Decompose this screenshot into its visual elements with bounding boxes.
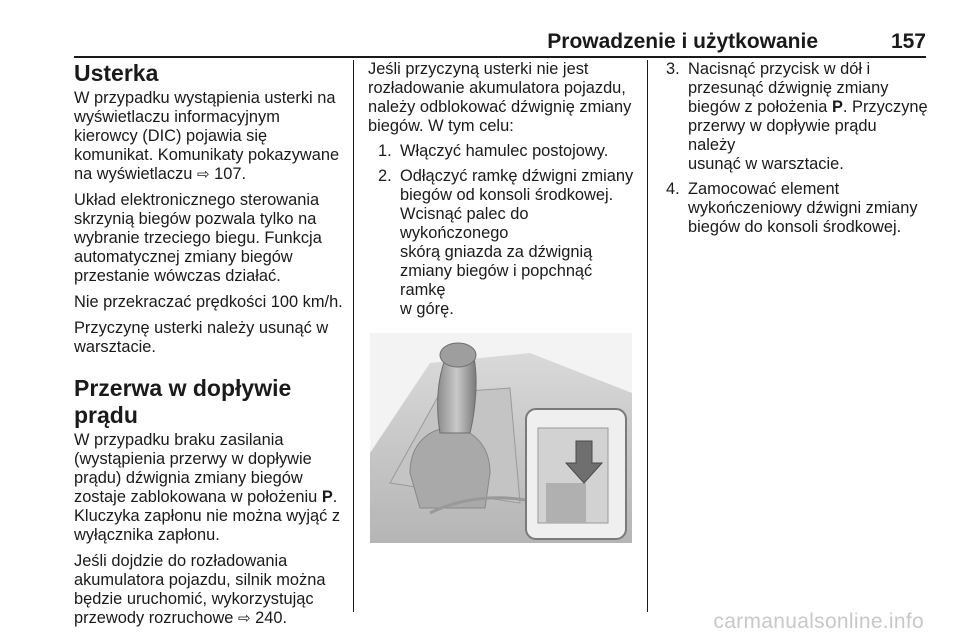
text-line: skórą gniazda za dźwignią bbox=[400, 243, 593, 261]
column-2 bbox=[368, 60, 636, 543]
paragraph-battery bbox=[74, 552, 344, 628]
list-number: 2. bbox=[378, 167, 392, 185]
steps-list bbox=[368, 142, 636, 319]
paragraph-dic bbox=[74, 89, 344, 184]
text-line: Wcisnąć palec do wykończonego bbox=[400, 205, 529, 242]
paragraph-speed-limit: Nie przekraczać prędkości 100 km/h. bbox=[74, 293, 343, 311]
text-line: (wystąpienia przerwy w dopływie bbox=[74, 450, 312, 468]
text-line: Przyczynę usterki należy usunąć w bbox=[74, 319, 329, 337]
list-item bbox=[378, 142, 636, 161]
text-fragment: . Przyczynę bbox=[842, 98, 928, 116]
list-number: 4. bbox=[666, 180, 680, 198]
page-reference-link[interactable]: 240. bbox=[255, 609, 288, 627]
list-item bbox=[666, 180, 928, 237]
text-line: skrzynią biegów pozwala tylko na bbox=[74, 210, 317, 228]
text-line: biegów. W tym celu: bbox=[368, 117, 514, 135]
page-reference-icon: ⇨ bbox=[238, 610, 251, 627]
text-line: należy odblokować dźwignię zmiany bbox=[368, 98, 632, 116]
page-number: 157 bbox=[890, 30, 926, 53]
list-number: 1. bbox=[378, 142, 392, 160]
text-line: komunikat. Komunikaty pokazywane bbox=[74, 146, 340, 164]
column-divider-1 bbox=[353, 60, 354, 612]
heading-power-outage: Przerwa w dopływie prądu bbox=[74, 375, 292, 428]
heading-usterka: Usterka bbox=[74, 60, 159, 86]
text-line: Jeśli przyczyną usterki nie jest bbox=[368, 60, 589, 78]
steps-list-continued bbox=[666, 60, 928, 237]
text-line: biegów do konsoli środkowej. bbox=[688, 218, 902, 236]
text-line: biegów od konsoli środkowej. bbox=[400, 186, 614, 204]
text-fragment: na wyświetlaczu bbox=[74, 165, 193, 183]
gear-lever-illustration bbox=[370, 333, 632, 543]
text-line bbox=[74, 609, 344, 628]
text-line bbox=[74, 165, 344, 184]
text-line: automatycznej zmiany biegów bbox=[74, 248, 293, 266]
text-fragment: biegów z położenia bbox=[688, 98, 832, 116]
column-3 bbox=[666, 60, 928, 243]
column-1 bbox=[74, 60, 344, 635]
text-line: przestanie wówczas działać. bbox=[74, 267, 281, 285]
paragraph-workshop bbox=[74, 319, 344, 357]
page-header bbox=[74, 26, 926, 58]
text-line: usunąć w warsztacie. bbox=[688, 155, 844, 173]
text-line: Układ elektronicznego sterowania bbox=[74, 191, 320, 209]
text-line: Nacisnąć przycisk w dół i bbox=[688, 60, 871, 78]
paragraph-power-outage bbox=[74, 431, 344, 545]
text-line: kierowcy (DIC) pojawia się bbox=[74, 127, 268, 145]
text-line: przesunąć dźwignię zmiany bbox=[688, 79, 889, 97]
watermark: carmanualsonline.info bbox=[713, 610, 924, 633]
text-line: Jeśli dojdzie do rozładowania bbox=[74, 552, 288, 570]
text-line: Kluczyka zapłonu nie można wyjąć z bbox=[74, 507, 341, 525]
gear-position-label: P bbox=[831, 98, 843, 116]
gear-position-label: P bbox=[321, 488, 333, 506]
text-line: prądu) dźwignia zmiany biegów bbox=[74, 469, 303, 487]
text-fragment: . bbox=[332, 488, 338, 506]
text-line: warsztacie. bbox=[74, 338, 156, 356]
text-line: W przypadku braku zasilania bbox=[74, 431, 284, 449]
text-line bbox=[688, 98, 928, 117]
text-line: w górę. bbox=[400, 300, 454, 318]
text-fragment: zostaje zablokowana w położeniu bbox=[74, 488, 322, 506]
column-divider-2 bbox=[647, 60, 648, 612]
text-line: Odłączyć ramkę dźwigni zmiany bbox=[400, 167, 634, 185]
text-line bbox=[74, 488, 344, 507]
list-item bbox=[666, 60, 928, 174]
paragraph-electronic-control bbox=[74, 191, 344, 286]
page-reference-link[interactable]: 107. bbox=[214, 165, 247, 183]
paragraph-unlock-intro bbox=[368, 60, 636, 136]
gear-lever-drawing bbox=[370, 333, 632, 543]
text-line: zmiany biegów i popchnąć ramkę bbox=[400, 262, 593, 299]
text-line: W przypadku wystąpienia usterki na bbox=[74, 89, 336, 107]
list-item bbox=[378, 167, 636, 319]
text-line: wykończeniowy dźwigni zmiany bbox=[688, 199, 918, 217]
text-line: przerwy w dopływie prądu należy bbox=[688, 117, 877, 154]
text-line: rozładowanie akumulatora pojazdu, bbox=[368, 79, 626, 97]
text-line: wybranie trzeciego biegu. Funkcja bbox=[74, 229, 322, 247]
text-line: wyłącznika zapłonu. bbox=[74, 526, 220, 544]
text-fragment: przewody rozruchowe bbox=[74, 609, 234, 627]
list-text: Włączyć hamulec postojowy. bbox=[400, 142, 609, 160]
text-line: wyświetlaczu informacyjnym bbox=[74, 108, 280, 126]
page-reference-icon: ⇨ bbox=[197, 166, 210, 183]
list-number: 3. bbox=[666, 60, 680, 78]
text-line: będzie uruchomić, wykorzystując bbox=[74, 590, 314, 608]
text-line: akumulatora pojazdu, silnik można bbox=[74, 571, 326, 589]
text-line: Zamocować element bbox=[688, 180, 840, 198]
header-title: Prowadzenie i użytkowanie bbox=[547, 30, 818, 53]
